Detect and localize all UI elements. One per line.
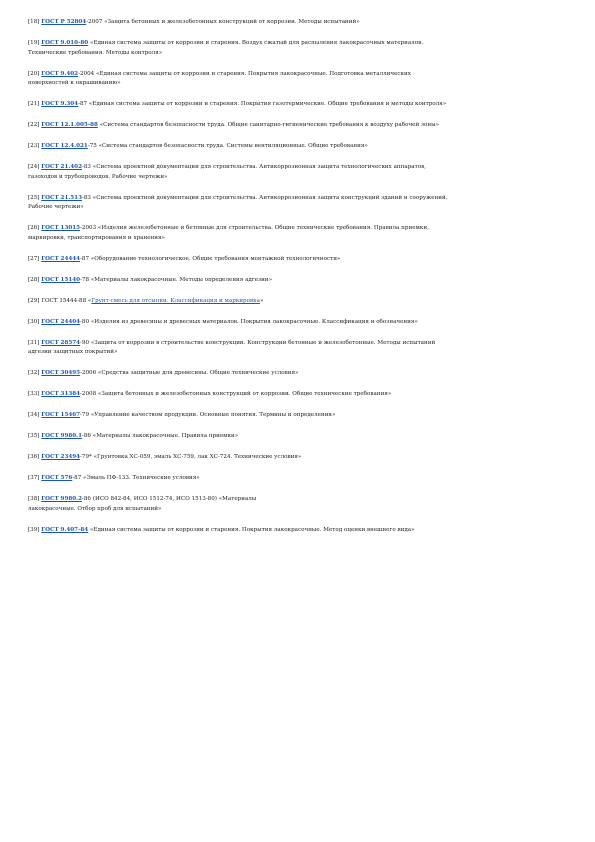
reference-item — [28, 163, 568, 182]
reference-line — [28, 39, 568, 49]
reference-item — [28, 390, 568, 400]
reference-number: [25] — [28, 194, 42, 201]
reference-number: [20] — [28, 70, 42, 77]
reference-item — [28, 224, 568, 243]
reference-line — [28, 390, 568, 400]
reference-text: -78 «Материалы лакокрасочные. Методы определения адгезии» — [80, 276, 273, 283]
standard-link[interactable]: ГОСТ 12.4.021 — [41, 143, 88, 150]
reference-item — [28, 100, 568, 110]
reference-item — [28, 453, 568, 463]
reference-line — [28, 318, 568, 328]
reference-number: [32] — [28, 370, 42, 377]
reference-text: «Единая система защиты от коррозии и старения. Покрытия лакокрасочные. Метод оценки внешнего вида» — [88, 526, 415, 533]
reference-number: [18] — [28, 19, 42, 25]
reference-line — [28, 142, 568, 152]
reference-line — [28, 121, 568, 131]
standard-link[interactable]: ГОСТ 576 — [41, 475, 73, 482]
reference-number: [24] — [28, 164, 42, 171]
reference-number: [38] — [28, 496, 42, 503]
reference-item — [28, 318, 568, 328]
reference-line — [28, 18, 568, 28]
reference-number: [19] — [28, 39, 42, 46]
reference-item — [28, 255, 568, 265]
reference-text: -79 «Управление качеством продукции. Основные понятия. Термины и определения» — [80, 412, 336, 419]
standard-code: ГОСТ 15444-88 « — [41, 297, 92, 304]
reference-line — [28, 255, 568, 265]
standard-link[interactable]: ГОСТ 13015 — [41, 225, 81, 232]
reference-item — [28, 526, 568, 536]
reference-text: -79* «Грунтовка ХС-059, эмаль ХС-759, лак ХС-724. Технические условия» — [80, 454, 302, 461]
reference-text: -2006 «Средства защитные для древесины. Общие технические условия» — [80, 370, 299, 377]
standard-link[interactable]: ГОСТ 9.304 — [41, 101, 79, 108]
reference-text: -87 «Единая система защиты от коррозии и старения. Покрытия газотермические. Общие требования и методы контроля» — [78, 101, 447, 108]
reference-number: [28] — [28, 276, 42, 283]
reference-number: [37] — [28, 475, 42, 482]
reference-text: -86 «Материалы лакокрасочные. Правила приемки» — [81, 433, 239, 440]
reference-number: [34] — [28, 412, 42, 419]
reference-line — [28, 194, 568, 204]
reference-text: -83 «Система проектной документации для строительства. Антикоррозионная защита технологических аппаратов, — [81, 164, 427, 171]
reference-line — [28, 432, 568, 442]
reference-number: [33] — [28, 391, 42, 398]
standard-link[interactable]: ГОСТ 9980.2 — [41, 496, 82, 503]
reference-line — [28, 348, 568, 358]
reference-line — [28, 505, 568, 515]
standard-link[interactable]: ГОСТ 15467 — [41, 412, 81, 419]
reference-item — [28, 194, 568, 213]
reference-text: -80 «Изделия из древесины и древесных материалов. Покрытия лакокрасочные. Классификация и обозначения» — [80, 318, 418, 325]
standard-title-link[interactable]: Грунт-смесь для отсыпки. Классификация и маркировка — [91, 297, 260, 304]
standard-link[interactable]: ГОСТ 21.402 — [41, 164, 82, 171]
reference-item — [28, 297, 568, 307]
reference-line — [28, 297, 568, 307]
reference-text: маркировки, транспортирования и хранения» — [28, 234, 165, 241]
reference-line — [28, 49, 568, 59]
reference-line — [28, 224, 568, 234]
reference-number: [21] — [28, 101, 42, 108]
reference-text: лакокрасочные. Отбор проб для испытаний» — [28, 505, 162, 512]
standard-link[interactable]: ГОСТ 31384 — [41, 391, 81, 398]
standard-link[interactable]: ГОСТ 9980.1 — [41, 433, 82, 440]
reference-item — [28, 495, 568, 514]
reference-line — [28, 474, 568, 484]
reference-line — [28, 276, 568, 286]
standard-link[interactable]: ГОСТ 9.407-84 — [41, 526, 89, 533]
standard-link[interactable]: ГОСТ 9.402 — [41, 70, 79, 77]
reference-item — [28, 39, 568, 58]
reference-line — [28, 234, 568, 244]
reference-line — [28, 203, 568, 213]
reference-text: газоходов и трубопроводов. Рабочие чертежи» — [28, 173, 168, 180]
reference-number: [22] — [28, 122, 42, 129]
reference-number: [39] — [28, 526, 42, 533]
reference-line — [28, 70, 568, 80]
reference-item — [28, 474, 568, 484]
reference-text: -86 (ИСО 842-84, ИСО 1512-74, ИСО 1513-80) «Материалы — [81, 496, 257, 503]
reference-item — [28, 70, 568, 89]
reference-line — [28, 163, 568, 173]
standard-link[interactable]: ГОСТ 24444 — [41, 255, 81, 262]
reference-number: [26] — [28, 225, 42, 232]
reference-item — [28, 369, 568, 379]
reference-number: [23] — [28, 143, 42, 150]
reference-text: -90 «Защита от коррозии в строительстве конструкции. Конструкции бетонные и железобетонные. Методы испытаний — [80, 339, 436, 346]
reference-text: -2003 «Изделия железобетонные и бетонные для строительства. Общие технические требования. Правила приемки, — [80, 225, 429, 232]
reference-list — [28, 18, 568, 547]
standard-link[interactable]: ГОСТ 21.513 — [41, 194, 82, 201]
reference-text: «Единая система защиты от коррозии и старения. Воздух сжатый для распыления лакокрасочных материалов. — [88, 39, 424, 46]
reference-text: поверхностей к окрашиванию» — [28, 80, 121, 87]
reference-text: -87 «Эмаль ПФ-133. Технические условия» — [72, 475, 200, 482]
standard-link[interactable]: ГОСТ 9.010-80 — [41, 39, 89, 46]
reference-line — [28, 369, 568, 379]
reference-item — [28, 18, 568, 28]
reference-line — [28, 339, 568, 349]
reference-number: [36] — [28, 454, 42, 461]
reference-text: Технические требования. Методы контроля» — [28, 49, 163, 56]
reference-text: -2007 «Защита бетонных и железобетонных конструкций от коррозии. Методы испытаний» — [86, 19, 360, 25]
reference-text: «Система стандартов безопасности труда. Общие санитарно-гигиенические требования к воздуху рабочей зоны» — [97, 122, 439, 129]
reference-item — [28, 339, 568, 358]
standard-link[interactable]: ГОСТ 15140 — [41, 276, 81, 283]
reference-line — [28, 79, 568, 89]
reference-line — [28, 526, 568, 536]
reference-text: » — [259, 297, 264, 304]
standard-link[interactable]: ГОСТ 28574 — [41, 339, 81, 346]
standard-link[interactable]: ГОСТ 30495 — [41, 370, 81, 377]
reference-text: -2008 «Защита бетонных и железобетонных конструкций от коррозии. Общие технические требования» — [80, 391, 392, 398]
reference-item — [28, 432, 568, 442]
reference-text: Рабочие чертежи» — [28, 204, 84, 211]
reference-line — [28, 100, 568, 110]
reference-item — [28, 411, 568, 421]
reference-text: -87 «Оборудование технологическое. Общие требования монтажной технологичности» — [80, 255, 341, 262]
standard-link[interactable]: ГОСТ 12.1.005-88 — [41, 122, 98, 129]
standard-link[interactable]: ГОСТ 23494 — [41, 454, 81, 461]
reference-line — [28, 411, 568, 421]
reference-line — [28, 495, 568, 505]
reference-number: [31] — [28, 339, 42, 346]
reference-number: [30] — [28, 318, 42, 325]
reference-line — [28, 173, 568, 183]
reference-line — [28, 453, 568, 463]
reference-number: [27] — [28, 255, 42, 262]
standard-link[interactable]: ГОСТ Р 52804 — [41, 19, 87, 25]
reference-text: -2004 «Единая система защиты от коррозии и старения. Покрытия лакокрасочные. Подготовка металлических — [78, 70, 411, 77]
reference-number: [35] — [28, 433, 42, 440]
reference-item — [28, 142, 568, 152]
standard-link[interactable]: ГОСТ 24404 — [41, 318, 81, 325]
reference-text: адгезии защитных покрытий» — [28, 349, 118, 356]
reference-text: -75 «Система стандартов безопасности труда. Системы вентиляционные. Общие требования» — [87, 143, 368, 150]
reference-item — [28, 121, 568, 131]
reference-item — [28, 276, 568, 286]
reference-text: -83 «Система проектной документации для строительства. Антикоррозионная защита конструкций зданий и сооружений. — [81, 194, 448, 201]
reference-number: [29] — [28, 297, 42, 304]
